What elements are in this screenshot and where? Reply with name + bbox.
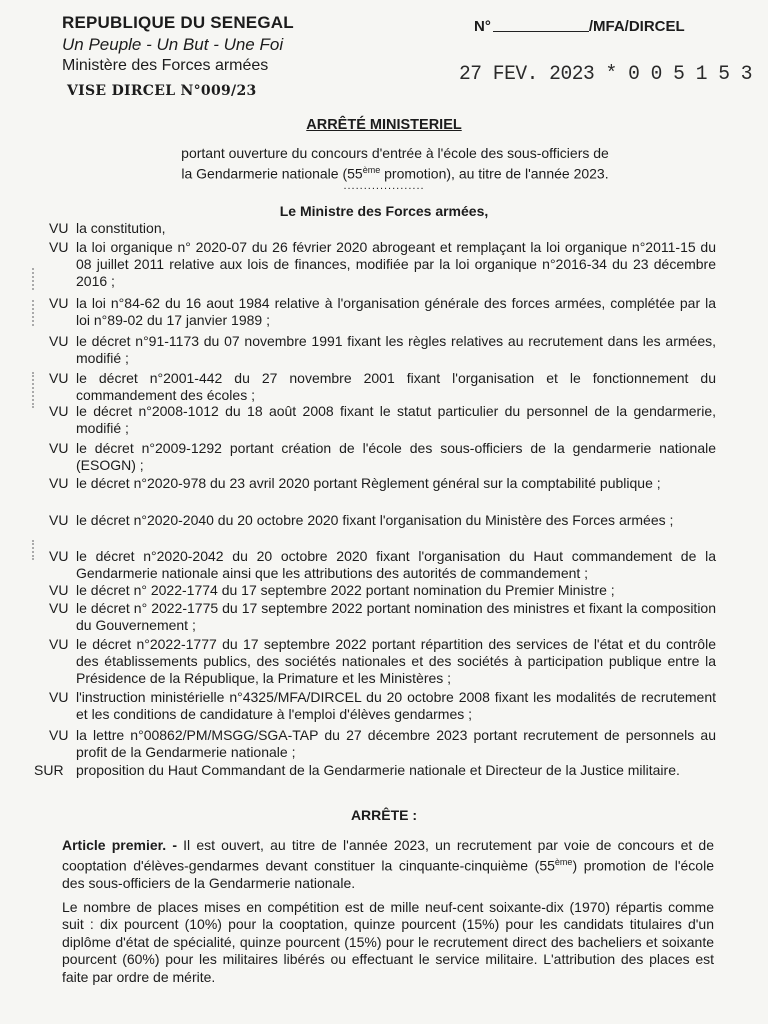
subject-line-2b: promotion), au titre de l'année 2023.: [380, 165, 609, 182]
visa-clause: VU la lettre n°00862/PM/MSGG/SGA-TAP du 27 décembre 2023 portant recrutement de personnels au profit de la Gendarmerie nationale ;: [49, 727, 716, 761]
article-text-a: Il est ouvert, au titre de l'année 2023, un recrutement par voie de concours et de cooptation d'élèves-gendarmes devant constituer la cinquante-cinquième (55: [62, 837, 714, 874]
date-stamp: 27 FEV. 2023 * 0 0 5 1 5 3: [458, 63, 753, 86]
vu-label: VU: [49, 727, 69, 743]
visa-clause: VU la loi n°84-62 du 16 aout 1984 relative à l'organisation générale des forces armées, complétée par la loi n°89-02 du 17 janvier 1989 ;: [49, 295, 716, 329]
visa-clause: VU le décret n°2020-978 du 23 avril 2020 portant Règlement général sur la comptabilité publique ;: [49, 475, 661, 491]
margin-mark: [32, 540, 44, 560]
sur-label: SUR: [34, 762, 64, 778]
visa-clause: VU la constitution,: [49, 220, 166, 236]
vu-label: VU: [49, 403, 69, 419]
vu-label: VU: [49, 295, 69, 311]
vu-label: VU: [49, 333, 69, 349]
margin-mark: [32, 372, 44, 408]
subject-line-1: portant ouverture du concours d'entrée à l'école des sous-officiers de: [181, 145, 609, 161]
vu-label: VU: [49, 220, 69, 236]
proposal-clause: SUR proposition du Haut Commandant de la Gendarmerie nationale et Directeur de la Justice militaire.: [34, 762, 680, 778]
vu-label: VU: [49, 370, 69, 386]
visa-reference: VISE DIRCEL N°009/23: [67, 83, 257, 99]
visa-clause: VU la loi organique n° 2020-07 du 26 février 2020 abrogeant et remplaçant la loi organique n°2011-15 du 08 juillet 2011 relative aux lois de finances, modifiée par la loi organique n°2016-34 du 23 décembre 2016 ;: [49, 239, 716, 290]
vu-label: VU: [49, 239, 69, 255]
ministry-name: Ministère des Forces armées: [62, 57, 269, 74]
places-paragraph: Le nombre de places mises en compétition est de mille neuf-cent soixante-dix (1970) répartis comme suit : dix pourcent (10%) pour la cooptation, quinze pourcent (15%) pour les candidats titulaires d'un diplôme d'état de spécialité, quinze pourcent (15%) pour le recrutement direct des bacheliers et soixante pourcent (60%) pour les militaires libérés ou effectuant le service militaire. L'attribution des places est faite par ordre de mérite.: [62, 899, 714, 985]
article-label: Article premier. -: [62, 837, 178, 853]
visa-clause: VU le décret n°2009-1292 portant création de l'école des sous-officiers de la gendarmerie nationale (ESOGN) ;: [49, 440, 716, 474]
article-superscript: ème: [554, 857, 573, 868]
visa-clause: VU le décret n°2020-2040 du 20 octobre 2020 fixant l'organisation du Ministère des Forces armées ;: [49, 512, 674, 528]
visa-clause: VU l'instruction ministérielle n°4325/MFA/DIRCEL du 20 octobre 2008 fixant les modalités de recrutement et les conditions de candidature à l'emploi d'élèves gendarmes ;: [49, 689, 716, 723]
visa-clause: VU le décret n°2022-1777 du 17 septembre 2022 portant répartition des services de l'état et du contrôle des établissements publics, des sociétés nationales et des sociétés à participation publique entre la Présidence de la République, la Primature et les Ministères ;: [49, 636, 716, 687]
visa-clause: VU le décret n°2008-1012 du 18 août 2008 fixant le statut particulier du personnel de la gendarmerie, modifié ;: [49, 403, 716, 437]
vu-label: VU: [49, 440, 69, 456]
article-text-b: ) promotion de l'école des sous-officiers de la Gendarmerie nationale.: [62, 857, 714, 892]
minister-heading: Le Ministre des Forces armées,: [279, 203, 489, 219]
margin-mark: [32, 300, 44, 326]
decree-heading: ARRÊTE :: [350, 807, 418, 823]
visa-clause: VU le décret n° 2022-1775 du 17 septembre 2022 portant nomination des ministres et fixant la composition du Gouvernement ;: [49, 600, 716, 634]
article-one: [62, 837, 714, 893]
country-name: REPUBLIQUE DU SENEGAL: [62, 13, 294, 32]
vu-label: VU: [49, 548, 69, 564]
reference-blank-line: [493, 18, 589, 32]
visa-clause: VU le décret n°2001-442 du 27 novembre 2001 fixant l'organisation et le fonctionnement du commandement des écoles ;: [49, 370, 716, 404]
vu-label: VU: [49, 512, 69, 528]
vu-label: VU: [49, 475, 69, 491]
national-motto: Un Peuple - Un But - Une Foi: [62, 35, 284, 54]
visa-clause: VU le décret n°91-1173 du 07 novembre 1991 fixant les règles relatives au recrutement dans les armées, modifié ;: [49, 333, 716, 367]
visa-clause: VU le décret n°2020-2042 du 20 octobre 2020 fixant l'organisation du Haut commandement de la Gendarmerie nationale ainsi que les attributions des autorités de commandement ;: [49, 548, 716, 582]
subject-line-2a: la Gendarmerie nationale (55: [181, 165, 363, 182]
subject-superscript: ème: [362, 165, 381, 175]
vu-label: VU: [49, 636, 69, 652]
vu-label: VU: [49, 600, 69, 616]
margin-mark: [32, 268, 44, 290]
reference-suffix: /MFA/DIRCEL: [588, 18, 685, 35]
document-subject: [160, 145, 630, 183]
vu-label: VU: [49, 582, 69, 598]
document-title: ARRÊTÉ MINISTERIEL: [306, 117, 462, 133]
separator-dots: ....................: [343, 180, 425, 192]
reference-number: [474, 18, 685, 35]
reference-prefix: N°: [474, 18, 491, 35]
vu-label: VU: [49, 689, 69, 705]
visa-clause: VU le décret n° 2022-1774 du 17 septembre 2022 portant nomination du Premier Ministre ;: [49, 582, 615, 598]
